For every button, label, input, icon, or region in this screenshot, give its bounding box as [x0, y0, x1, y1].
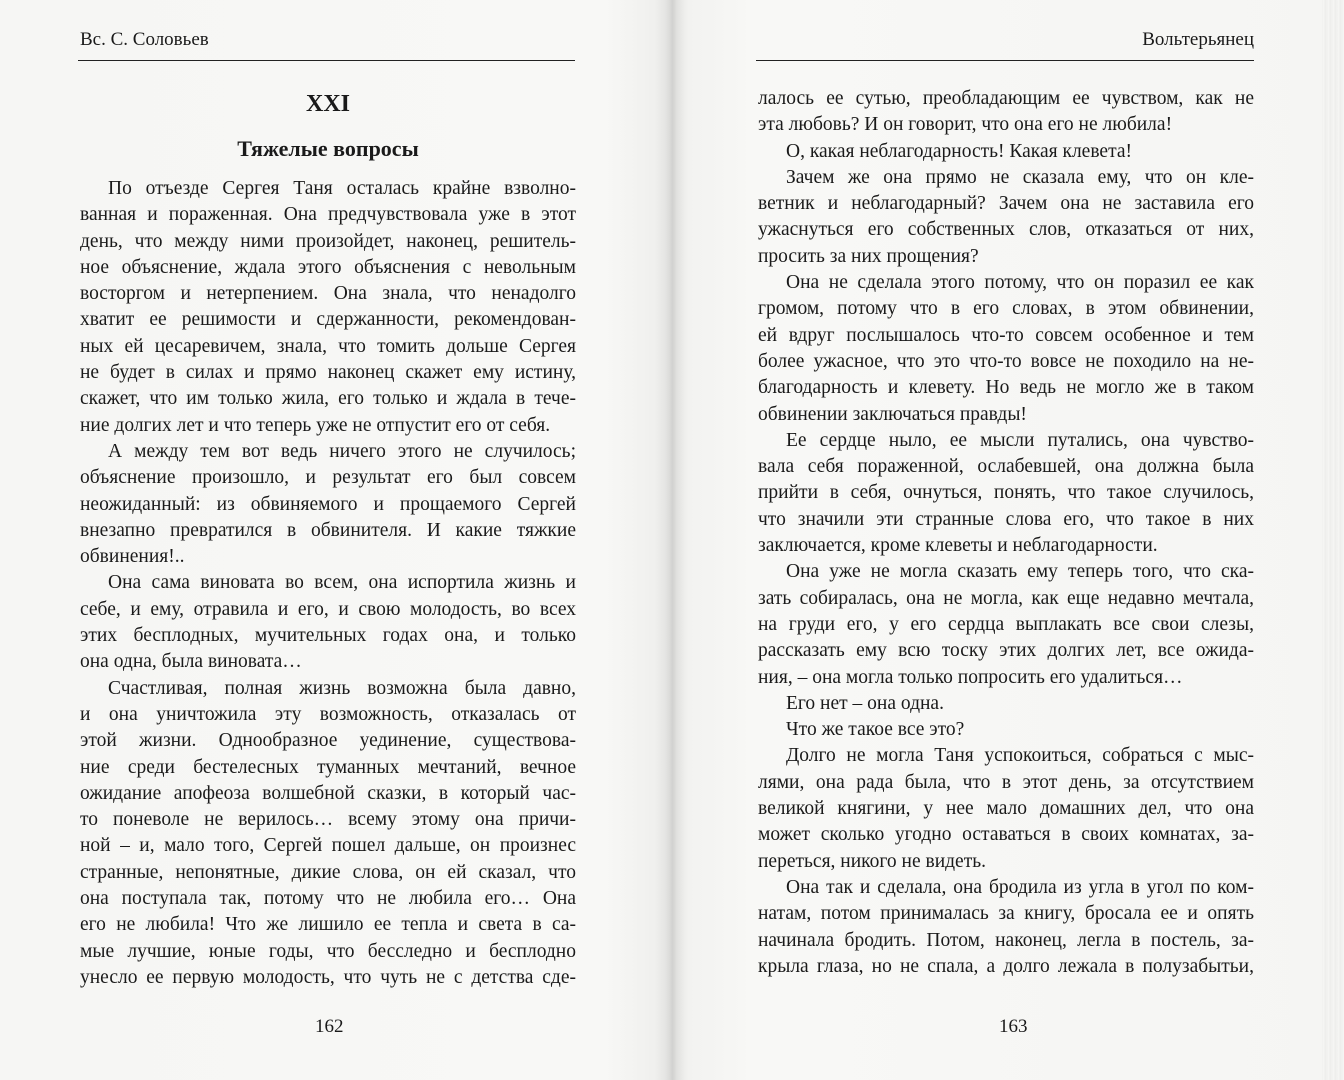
text-line: прийти в себя, очнуться, понять, что такое случилось, — [758, 482, 1254, 504]
text-line: внезапно превратился в обвинителя. И какие тяжкие — [80, 519, 576, 541]
text-line: странные, непонятные, дикие слова, он ей сказал, что — [80, 861, 576, 883]
text-line: Его нет – она одна. — [786, 692, 944, 714]
text-line: вала себя пораженной, ослабевшей, она должна была — [758, 456, 1254, 478]
right-running-head: Вольтерьянец — [1142, 29, 1254, 50]
text-line: ние долгих лет и что теперь уже не отпустит его от себя. — [80, 414, 551, 436]
text-line: ветник и неблагодарный? Зачем она не заставила его — [758, 193, 1254, 215]
text-line: Она сама виновата во всем, она испортила жизнь и — [108, 572, 576, 594]
text-line: рассказать ему всю тоску этих долгих лет, все ожида- — [758, 640, 1254, 662]
text-line: ных ей цесаревичем, знала, что томить дольше Сергея — [80, 335, 576, 357]
text-line: обвинения!.. — [80, 546, 185, 568]
text-line: то поневоле не верилось… всему этому она причи- — [80, 809, 576, 831]
text-line: Она не сделала этого потому, что он поразил ее как — [786, 272, 1254, 294]
right-header-rule — [756, 60, 1254, 61]
chapter-number: XXI — [305, 91, 350, 117]
text-line: его не любила! Что же лишило ее тепла и света в са- — [80, 914, 576, 936]
text-line: А между тем вот ведь ничего этого не случилось; — [108, 440, 576, 462]
text-line: Счастливая, полная жизнь возможна была давно, — [108, 677, 576, 699]
text-line: восторгом и нетерпением. Она знала, что ненадолго — [80, 283, 576, 305]
text-line: объяснение произошло, и результат его был совсем — [80, 467, 576, 489]
chapter-title: Тяжелые вопросы — [237, 136, 419, 161]
right-page-number: 163 — [999, 1016, 1028, 1037]
text-line: день, что между ними произойдет, наконец, решитель- — [80, 230, 576, 252]
text-line: может сколько угодно оставаться в своих комнатах, за- — [758, 824, 1254, 846]
text-line: Ее сердце ныло, ее мысли путались, она чувство- — [786, 429, 1254, 451]
right-body-text — [758, 86, 1254, 980]
text-line: ное объяснение, ждала этого объяснения с невольным — [80, 256, 576, 278]
left-header-rule — [78, 60, 575, 61]
text-line: Она так и сделала, она бродила из угла в угол по ком- — [786, 876, 1254, 898]
text-line: ожидание апофеоза волшебной сказки, в который час- — [80, 782, 576, 804]
text-line: более ужасное, что это что-то вовсе не походило на не- — [758, 350, 1254, 372]
text-line: ной – и, мало того, Сергей пошел дальше, он произнес — [80, 835, 576, 857]
left-page-number: 162 — [315, 1016, 344, 1037]
text-line: ванная и пораженная. Она предчувствовала уже в этот — [80, 204, 576, 226]
text-line: По отъезде Сергея Таня осталась крайне взволно- — [108, 178, 576, 199]
text-line: натам, потом принималась за книгу, бросала ее и опять — [758, 903, 1254, 925]
text-line: Долго не могла Таня успокоиться, собраться с мыс- — [786, 745, 1254, 767]
text-line: лалось ее сутью, преобладающим ее чувством, как не — [758, 88, 1254, 109]
left-running-head: Вс. С. Соловьев — [80, 29, 209, 50]
text-line: крыла глаза, но не спала, а долго лежала в полузабытьи, — [758, 955, 1254, 977]
text-line: Она уже не могла сказать ему теперь того, что ска- — [786, 561, 1254, 583]
text-line: ние среди бестелесных туманных мечтаний, вечное — [80, 756, 576, 778]
text-line: унесло ее первую молодость, что чуть не с детства сде- — [80, 966, 576, 988]
text-line: ей вдруг послышалось что-то совсем особенное и тем — [758, 324, 1254, 346]
left-page — [0, 0, 665, 1080]
text-line: эта любовь? И он говорит, что она его не любила! — [758, 114, 1173, 136]
text-line: не будет в силах и прямо наконец скажет ему истину, — [80, 362, 576, 384]
text-line: великой княгини, у нее мало домашних дел, что она — [758, 798, 1254, 820]
right-page — [672, 0, 1344, 1080]
text-line: себе, и ему, отравила и его, и свою молодость, во всех — [80, 598, 576, 620]
text-line: на груди его, у его сердца выплакать все свои слезы, — [758, 613, 1254, 635]
text-line: неожиданный: из обвиняемого и прощаемого Сергей — [80, 493, 576, 515]
page-edge — [1322, 0, 1344, 1080]
text-line: О, какая неблагодарность! Какая клевета! — [786, 140, 1132, 162]
text-line: и она уничтожила эту возможность, отказалась от — [80, 703, 576, 725]
text-line: скажет, что им только жила, его только и ждала в тече- — [80, 388, 576, 410]
text-line: заключается, кроме клеветы и неблагодарности. — [758, 535, 1158, 557]
text-line: благодарность и клевету. Но ведь не могло же в таком — [758, 377, 1254, 399]
text-line: ужаснуться его собственных слов, отказаться от них, — [758, 219, 1254, 241]
text-line: просить за них прощения? — [758, 245, 979, 267]
text-line: что значили эти странные слова его, что такое в них — [758, 508, 1254, 530]
left-body-text — [80, 176, 576, 991]
text-line: она одна, была виновата… — [80, 651, 302, 673]
text-line: ния, – она могла только попросить его удалиться… — [758, 666, 1183, 688]
text-line: этой жизни. Однообразное уединение, существова- — [80, 730, 576, 752]
text-line: хватит ее решимости и сдержанности, рекомендован- — [80, 309, 576, 331]
text-line: начинала бродить. Потом, наконец, легла в постель, за- — [758, 929, 1254, 951]
text-line: зать собиралась, она не могла, как еще недавно мечтала, — [758, 587, 1254, 609]
text-line: громом, потому что в его словах, в этом обвинении, — [758, 298, 1254, 320]
text-line: Зачем же она прямо не сказала ему, что он кле- — [786, 166, 1254, 188]
text-line: лями, она рада была, что в этот день, за отсутствием — [758, 771, 1254, 793]
text-line: этих бесплодных, мучительных годах она, и только — [80, 625, 576, 647]
text-line: переться, никого не видеть. — [758, 850, 987, 872]
text-line: Что же такое все это? — [786, 719, 965, 741]
text-line: обвинении заключаться правды! — [758, 403, 1027, 425]
text-line: мые лучшие, юные годы, что бесследно и бесплодно — [80, 940, 576, 962]
text-line: она поступала так, потому что не любила его… Она — [80, 888, 576, 910]
